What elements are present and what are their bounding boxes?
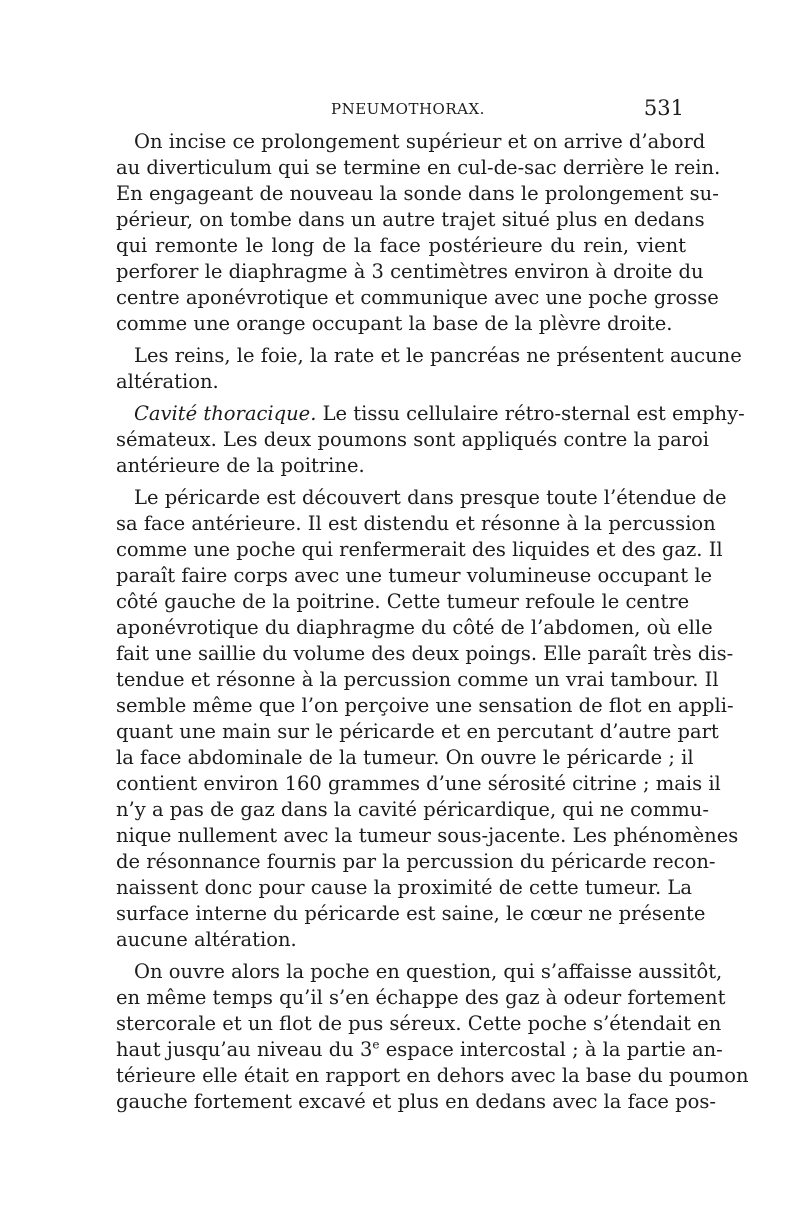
text-line [116,1037,723,1063]
text-line: côté gauche de la poitrine. Cette tumeur refoule le centre [116,590,690,613]
text-line: semble même que l’on perçoive une sensation de flot en appli- [116,694,734,717]
text-line: périeur, on tombe dans un autre trajet situé plus en dedans [116,208,705,231]
body-text [116,129,749,1121]
text-line: sa face antérieure. Il est distendu et résonne à la percussion [116,512,716,535]
text-line: gauche fortement excavé et plus en dedans avec la face pos- [116,1090,716,1113]
text-line: en même temps qu’il s’en échappe des gaz à odeur fortement [116,986,726,1009]
text-line: antérieure de la poitrine. [116,454,365,477]
running-title: PNEUMOTHORAX. [331,100,485,118]
text-line: centre aponévrotique et communique avec une poche grosse [116,286,719,309]
paragraph-4 [116,485,739,953]
text-line: naissent donc pour cause la proximité de cette tumeur. La [116,876,692,899]
text-line: qui remonte le long de la face postérieure du rein, vient [116,234,686,257]
text-line: comme une poche qui renfermerait des liquides et des gaz. Il [116,538,723,561]
text-line: comme une orange occupant la base de la plèvre droite. [116,312,673,335]
text-line: fait une saillie du volume des deux poings. Elle paraît très dis- [116,642,734,665]
text-line: altération. [116,370,219,393]
paragraph-5 [116,959,749,1115]
text-line: quant une main sur le péricarde et en percutant d’autre part [116,720,719,743]
text-line: la face abdominale de la tumeur. On ouvre le péricarde ; il [116,746,694,769]
text-line: contient environ 160 grammes d’une sérosité citrine ; mais il [116,772,721,795]
text-line: Les reins, le foie, la rate et le pancréas ne présentent aucune [134,344,742,367]
text-line: paraît faire corps avec une tumeur volumineuse occupant le [116,564,713,587]
text-line: perforer le diaphragme à 3 centimètres environ à droite du [116,260,704,283]
text-line: surface interne du péricarde est saine, le cœur ne présente [116,902,706,925]
page-number: 531 [643,96,684,120]
text-line: On ouvre alors la poche en question, qui s’affaisse aussitôt, [134,960,723,983]
text-line: de résonnance fournis par la percussion du péricarde recon- [116,850,716,873]
text-fragment: haut jusqu’au niveau du 3 [116,1038,373,1061]
section-heading: Cavité thoracique. [134,402,317,425]
text-line: On incise ce prolongement supérieur et on arrive d’abord [134,130,706,153]
paragraph-3 [116,401,745,479]
page-header [116,96,684,122]
text-fragment: espace intercostal ; à la partie an- [379,1038,723,1061]
text-line: Le péricarde est découvert dans presque toute l’étendue de [134,486,727,509]
text-line: tendue et résonne à la percussion comme un vrai tambour. Il [116,668,719,691]
paragraph-2 [116,343,742,395]
text-line: n’y a pas de gaz dans la cavité péricardique, qui ne commu- [116,798,709,821]
text-fragment: Le tissu cellulaire rétro-sternal est emphy- [316,402,745,425]
text-line: aucune altération. [116,928,297,951]
text-line [116,401,745,427]
text-line: aponévrotique du diaphragme du côté de l’abdomen, où elle [116,616,713,639]
text-line: nique nullement avec la tumeur sous-jacente. Les phénomènes [116,824,739,847]
superscript: e [372,1037,380,1052]
paragraph-1 [116,129,721,337]
text-line: au diverticulum qui se termine en cul-de-sac derrière le rein. [116,156,721,179]
text-line: térieure elle était en rapport en dehors avec la base du poumon [116,1064,749,1087]
text-line: sémateux. Les deux poumons sont appliqués contre la paroi [116,428,710,451]
text-line: stercorale et un flot de pus séreux. Cette poche s’étendait en [116,1012,722,1035]
text-line: En engageant de nouveau la sonde dans le prolongement su- [116,182,719,205]
